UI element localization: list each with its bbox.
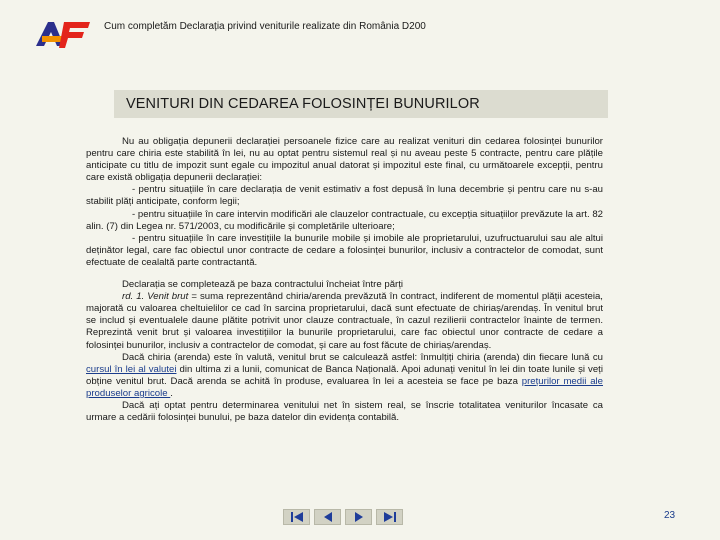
paragraph-contract: Declarația se completează pe baza contractului încheiat între părți <box>122 279 404 291</box>
last-icon <box>383 512 397 522</box>
currency-text-b: din ultima zi a lunii, comunicat de Banca Națională. Apoi adunați venitul în lei din toate lunile și veți obține venitul brut. Dacă arenda se achită în produse, evaluarea în lei a acesteia se face pe baza <box>86 363 603 387</box>
page-number: 23 <box>664 510 676 521</box>
section-title: VENITURI DIN CEDAREA FOLOSINȚEI BUNURILOR <box>126 96 480 112</box>
bullet-2: - pentru situațiile în care intervin modificări ale clauzelor contractuale, cu excepția situațiilor prevăzute la art. 82 alin. (7) din Legea nr. 571/2003, cu modificările și completările ulterioare; <box>86 208 603 232</box>
previous-slide-button[interactable] <box>314 509 341 525</box>
next-slide-button[interactable] <box>345 509 372 525</box>
header-title: Cum completăm Declarația privind veniturile realizate din România D200 <box>104 21 426 32</box>
anaf-logo <box>34 18 92 52</box>
first-icon <box>290 512 304 522</box>
last-slide-button[interactable] <box>376 509 403 525</box>
content <box>86 136 603 424</box>
first-slide-button[interactable] <box>283 509 310 525</box>
bullet-3: - pentru situațiile în care investițiile la bunurile mobile și imobile ale proprietarului, uzufructuarului sau ale altui deținător legal, care fac obiectul unor contracte de cedare a folosinței bunurilor, inclusiv a contractelor de comodat, sunt efectuate de cealaltă parte contractantă. <box>86 232 603 268</box>
currency-text-c: . <box>170 387 173 399</box>
paragraph-currency <box>86 352 603 400</box>
exchange-rate-link[interactable]: cursul în lei al valutei <box>86 363 177 375</box>
paragraph-real-system: Dacă ați optat pentru determinarea venitului net în sistem real, se înscrie totalitatea veniturilor încasate ca urmare a cedării folosinței bunului, pe baza datelor din evidența contabilă. <box>86 399 603 424</box>
agricultural-prices-link[interactable]: prețurilor medii ale produselor agricole <box>86 375 603 399</box>
slide-navigation <box>283 509 403 525</box>
previous-icon <box>321 512 335 522</box>
paragraph-intro: Nu au obligația depunerii declarației persoanele fizice care au realizat venituri din cedarea folosinței bunurilor pentru care chiria este stabilită în lei, nu au optat pentru sistemul real și nu aveau peste 5 contracte, pentru care plățile anticipate cu titlu de impozit sunt egale cu impozitul anual datorat și impozitul este final, cu următoarele excepții, pentru care există obligația depunerii declarației: <box>86 136 603 184</box>
currency-text-a: Dacă chiria (arenda) este în valută, venitul brut se calculează astfel: înmulțiți chiria (arenda) din fiecare lună cu <box>122 351 603 363</box>
rd1-text: = suma reprezentând chiria/arenda prevăzută în contract, indiferent de momentul plății acesteia, majorată cu valoarea cheltuielilor ce cad în sarcina proprietarului, dacă sunt efectuate de chiriaș/arendaș. În venitul brut se includ și eventualele daune plătite potrivit unor clauze contractuale, în cazul rezilierii contractelor înainte de termen. Reprezintă venit brut și valoarea investițiilor la bunurile proprietarului, care fac obiectul unor contracte de cedare a folosinței bunurilor, inclusiv a contractelor de comodat, și care au fost făcute de chiriaș/arendaș. <box>86 291 603 351</box>
next-icon <box>352 512 366 522</box>
bullet-1: - pentru situațiile în care declarația de venit estimativ a fost depusă în luna decembrie și pentru care nu s-au stabilit plăți anticipate, conform legii; <box>86 184 603 208</box>
paragraph-rd1 <box>86 291 603 351</box>
section-title-bar <box>114 90 608 118</box>
rd1-label: rd. 1. Venit brut <box>122 291 189 303</box>
